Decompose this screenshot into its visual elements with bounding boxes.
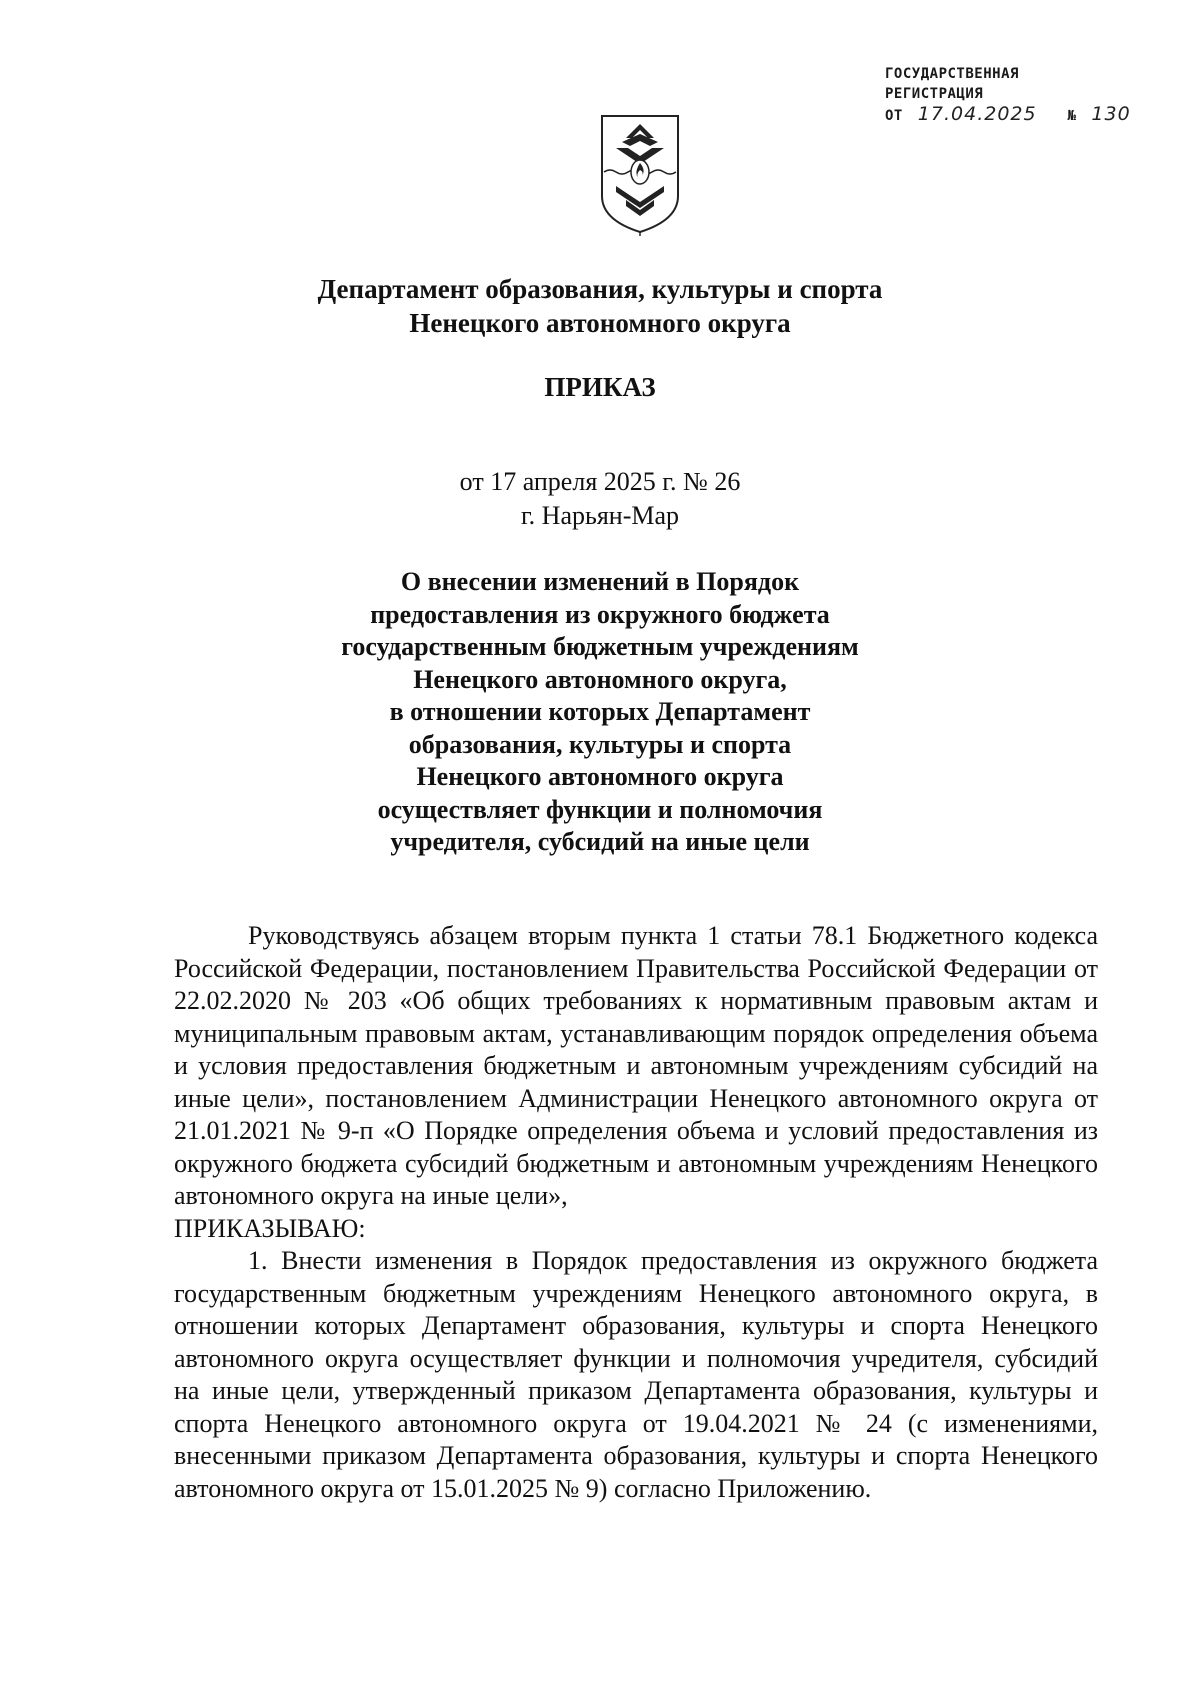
document-date: от 17 апреля 2025 г. № 26	[459, 467, 741, 496]
document-title-line: в отношении которых Департамент	[389, 697, 811, 726]
document-title-line: государственным бюджетным учреждениям	[341, 632, 859, 661]
preamble-paragraph: Руководствуясь абзацем вторым пункта 1 статьи 78.1 Бюджетного кодекса Российской Федерации, постановлением Правительства Российской Федерации от 22.02.2020 № 203 «Об общих требованиях к нормативным правовым актам и муниципальным правовым актам, устанавливающим порядок определения объема и условия предоставления бюджетным и автономным учреждениям субсидий на иные цели», постановлением Администрации Ненецкого автономного округа от 21.01.2021 № 9-п «О Порядке определения объема и условий предоставления из окружного бюджета субсидий бюджетным и автономным учреждениям Ненецкого автономного округа на иные цели»,	[174, 921, 1098, 1210]
registration-number-value: 130	[1091, 103, 1131, 125]
document-date-block	[0, 465, 1200, 533]
registration-stamp-date-line	[885, 104, 1145, 126]
document-place: г. Нарьян-Мар	[520, 501, 680, 530]
document-title-line: Ненецкого автономного округа	[416, 762, 784, 791]
registration-stamp	[885, 64, 1145, 126]
order-directive: ПРИКАЗЫВАЮ:	[174, 1213, 366, 1243]
organization-name-line2: Ненецкого автономного округа	[409, 308, 791, 338]
document-title-line: учредителя, субсидий на иные цели	[390, 827, 810, 856]
document-title	[0, 566, 1200, 859]
document-title-line: осуществляет функции и полномочия	[377, 794, 823, 824]
registration-stamp-line2: РЕГИСТРАЦИЯ	[885, 86, 984, 102]
order-item-1: 1. Внести изменения в Порядок предоставления из окружного бюджета государственным бюджетным учреждениям Ненецкого автономного округа, в отношении которых Департамент образования, культуры и спорта Ненецкого автономного округа осуществляет функции и полномочия учредителя, субсидий на иные цели, утвержденный приказом Департамента образования, культуры и спорта Ненецкого автономного округа от 19.04.2021 № 24 (с изменениями, внесенными приказом Департамента образования, культуры и спорта Ненецкого автономного округа от 15.01.2025 № 9) согласно Приложению.	[174, 1246, 1098, 1503]
document-title-line: Ненецкого автономного округа,	[413, 664, 787, 694]
document-title-line: образования, культуры и спорта	[408, 729, 792, 759]
organization-name-line1: Департамент образования, культуры и спорта	[317, 274, 883, 304]
registration-stamp-line1: ГОСУДАРСТВЕННАЯ	[885, 66, 1019, 82]
organization-name	[0, 272, 1200, 340]
nenets-coat-of-arms-icon	[598, 114, 682, 238]
document-body	[174, 920, 1098, 1505]
document-type: ПРИКАЗ	[544, 372, 656, 402]
document-title-line: О внесении изменений в Порядок	[400, 567, 800, 596]
registration-date-value: 17.04.2025	[917, 103, 1037, 125]
registration-date-label: ОТ	[885, 108, 903, 124]
document-title-line: предоставления из окружного бюджета	[370, 599, 830, 629]
registration-number-label: №	[1067, 108, 1077, 124]
